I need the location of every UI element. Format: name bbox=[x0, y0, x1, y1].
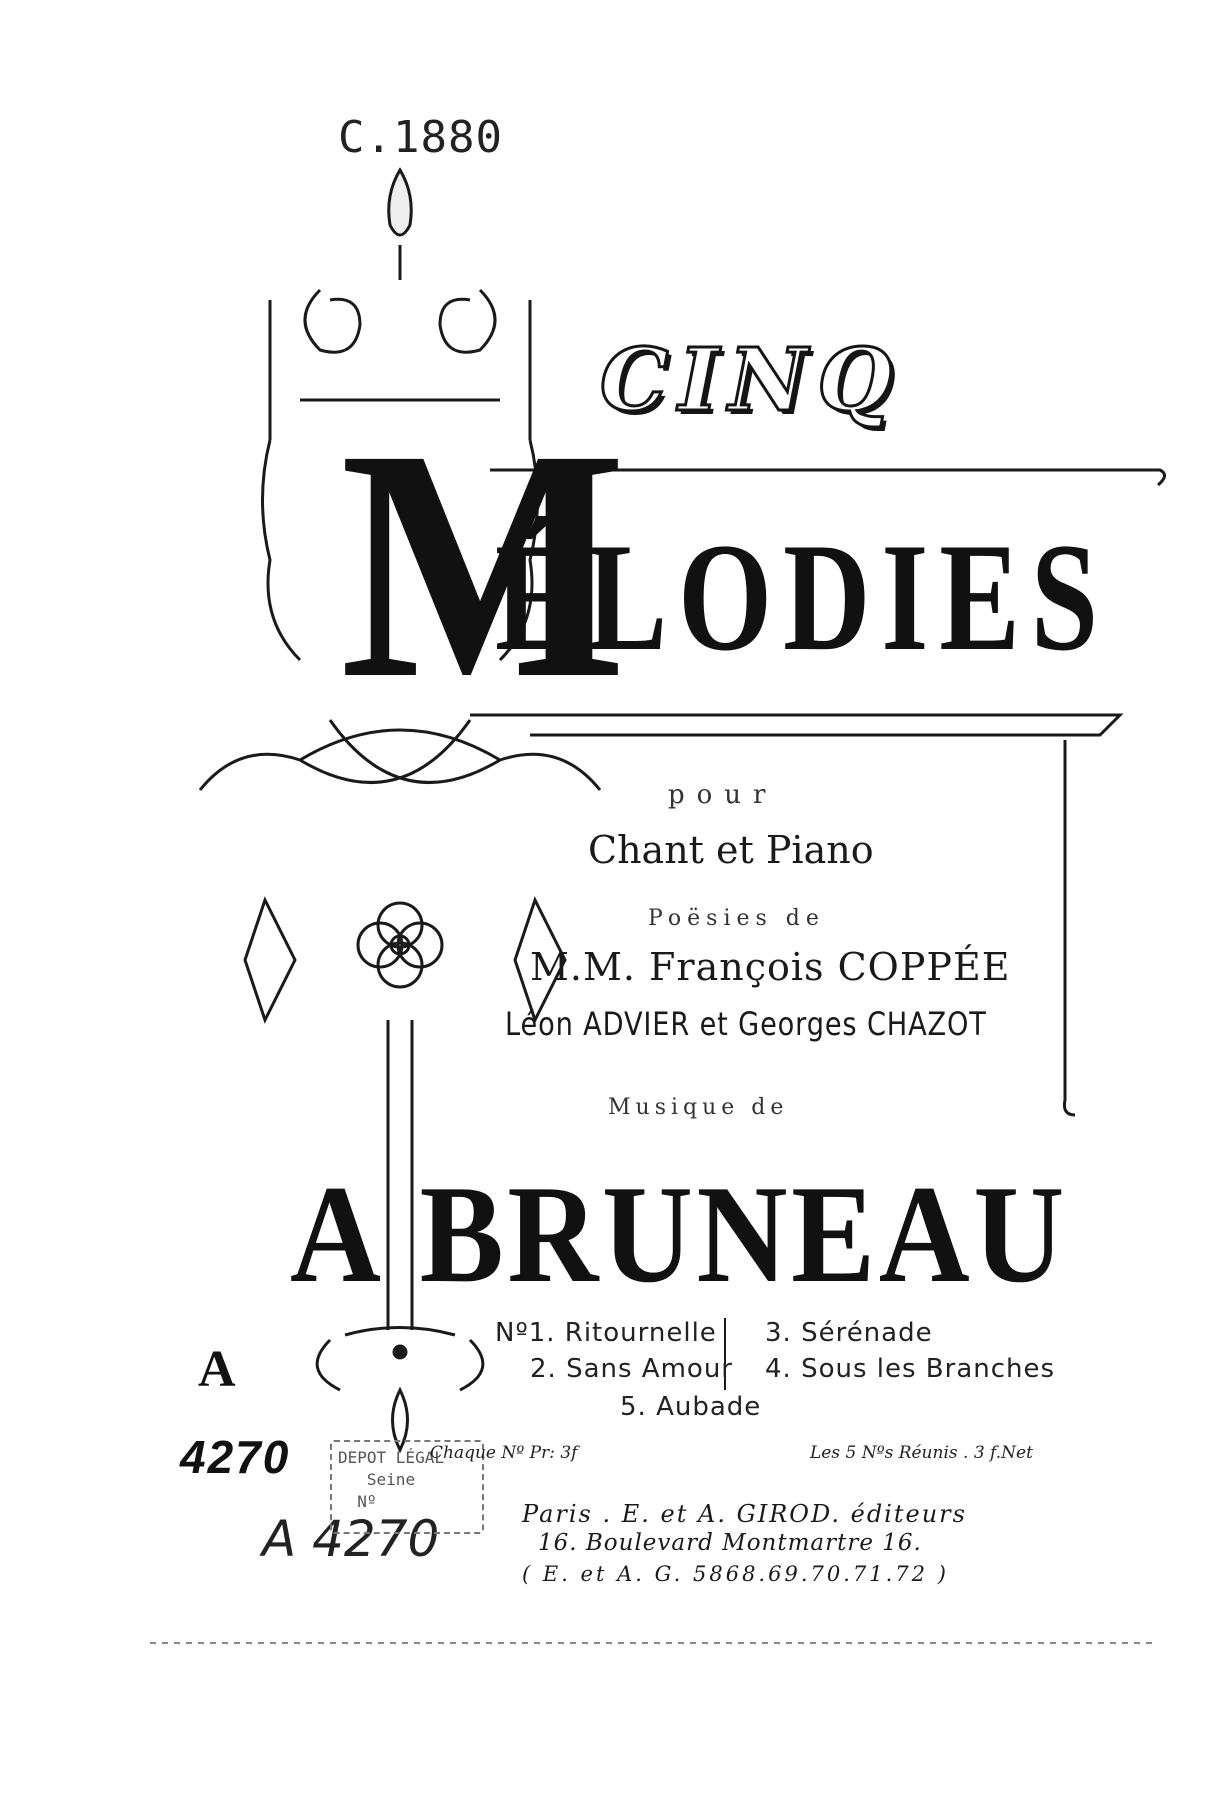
title-initial-m: M bbox=[340, 382, 627, 747]
composer-name bbox=[290, 1157, 1068, 1312]
price-each: Chaque Nº Pr: 3f bbox=[430, 1443, 578, 1463]
subtitle-instruments: Chant et Piano bbox=[588, 828, 874, 872]
catalogue-letter: A bbox=[198, 1341, 236, 1398]
handwritten-shelfmark: A 4270 bbox=[262, 1510, 440, 1568]
catalogue-number: 4270 bbox=[180, 1431, 291, 1483]
shelfmark-top: C.1880 bbox=[338, 112, 503, 163]
authors-line-1: M.M. François COPPÉE bbox=[530, 945, 1011, 989]
song-item: 5. Aubade bbox=[620, 1392, 762, 1422]
subtitle-musique-de: Musique de bbox=[608, 1095, 789, 1120]
stamp-line-3: Nº bbox=[357, 1492, 377, 1511]
subtitle-poesies-de: Poësies de bbox=[648, 906, 825, 931]
song-item: 2. Sans Amour bbox=[530, 1354, 733, 1384]
title-melodies: ÉLODIES bbox=[495, 511, 1110, 683]
subtitle-pour: pour bbox=[668, 780, 778, 810]
price-all: Les 5 Nºs Réunis . 3 f.Net bbox=[810, 1443, 1033, 1463]
composer-initial: A bbox=[290, 1157, 385, 1312]
song-item: 4. Sous les Branches bbox=[765, 1354, 1056, 1384]
publisher-line-2: 16. Boulevard Montmartre 16. bbox=[538, 1530, 922, 1556]
stamp-line-2: Seine bbox=[366, 1470, 416, 1489]
publisher-line-3: ( E. et A. G. 5868.69.70.71.72 ) bbox=[522, 1562, 949, 1586]
authors-line-2: Léon ADVIER et Georges CHAZOT bbox=[505, 1005, 987, 1043]
publisher-line-1: Paris . E. et A. GIROD. éditeurs bbox=[522, 1500, 967, 1528]
title-cinq: CINQ bbox=[600, 330, 903, 431]
stamp-text bbox=[338, 1447, 444, 1513]
song-item: Nº1. Ritournelle bbox=[495, 1318, 717, 1348]
song-item: 3. Sérénade bbox=[765, 1318, 933, 1348]
stamp-line-1: DEPOT LÉGAL bbox=[338, 1448, 444, 1467]
composer-surname: BRUNEAU bbox=[419, 1157, 1068, 1312]
